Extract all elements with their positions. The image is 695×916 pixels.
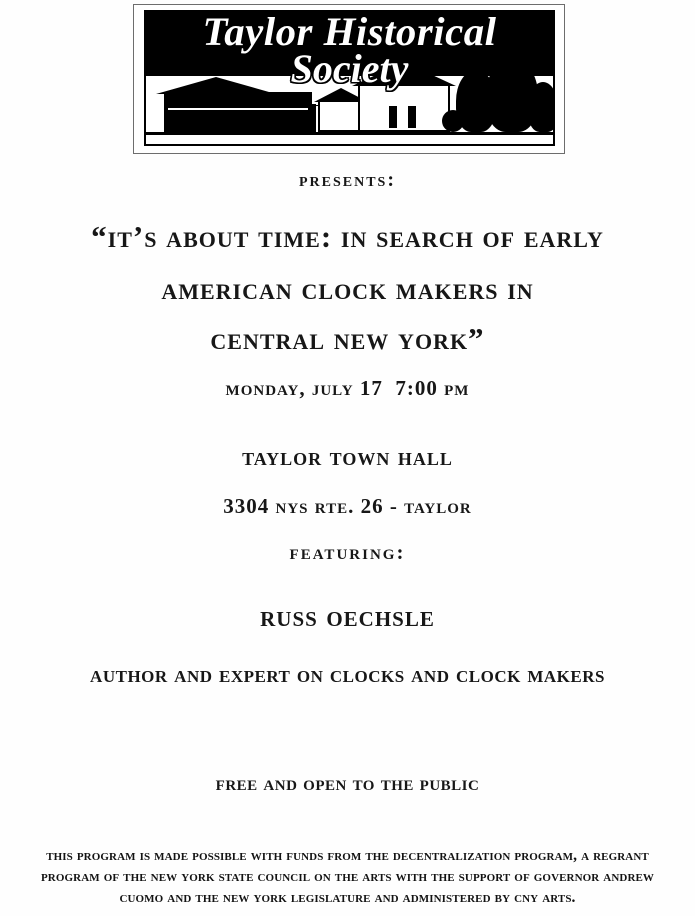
- logo-farm-scene-icon: [146, 76, 553, 144]
- house-window-right: [408, 106, 416, 128]
- event-address: 3304 nys rte. 26 - taylor: [223, 494, 472, 518]
- funding-notice-line1: this program is made possible with funds from the decentralization program, a regrant: [46, 847, 649, 864]
- foreground-band: [146, 134, 553, 144]
- event-title-line3: central new york”: [210, 321, 485, 356]
- event-title-line1: “it’s about time: in search of early: [91, 219, 604, 254]
- event-title-line2: american clock makers in: [161, 271, 534, 306]
- event-datetime: monday, july 17 7:00 pm: [225, 376, 470, 400]
- speaker-name: russ oechsle: [260, 600, 435, 633]
- admission-note: free and open to the public: [215, 771, 480, 795]
- shrub-shape-right: [538, 114, 555, 132]
- featuring-label: featuring:: [289, 540, 406, 564]
- barn-detail-line: [168, 108, 308, 110]
- organization-name-line1: Taylor Historical: [202, 10, 497, 54]
- house-window-left: [389, 106, 397, 128]
- logo-sky-band: [146, 12, 553, 76]
- house-roof-shape: [352, 62, 456, 86]
- funding-notice-line3: cuomo and the new york legislature and administered by cny arts.: [119, 889, 576, 906]
- speaker-credential: author and expert on clocks and clock makers: [90, 662, 605, 688]
- logo-inner-frame: [144, 10, 555, 146]
- event-venue: taylor town hall: [242, 442, 453, 471]
- funding-notice: [4, 845, 691, 908]
- presents-label: presents:: [298, 169, 397, 191]
- organization-logo: [133, 4, 565, 154]
- organization-name-line2: Society: [290, 46, 409, 91]
- house-shape: [358, 84, 450, 132]
- funding-notice-line2: program of the new york state council on the arts with the support of governor andrew: [40, 868, 655, 885]
